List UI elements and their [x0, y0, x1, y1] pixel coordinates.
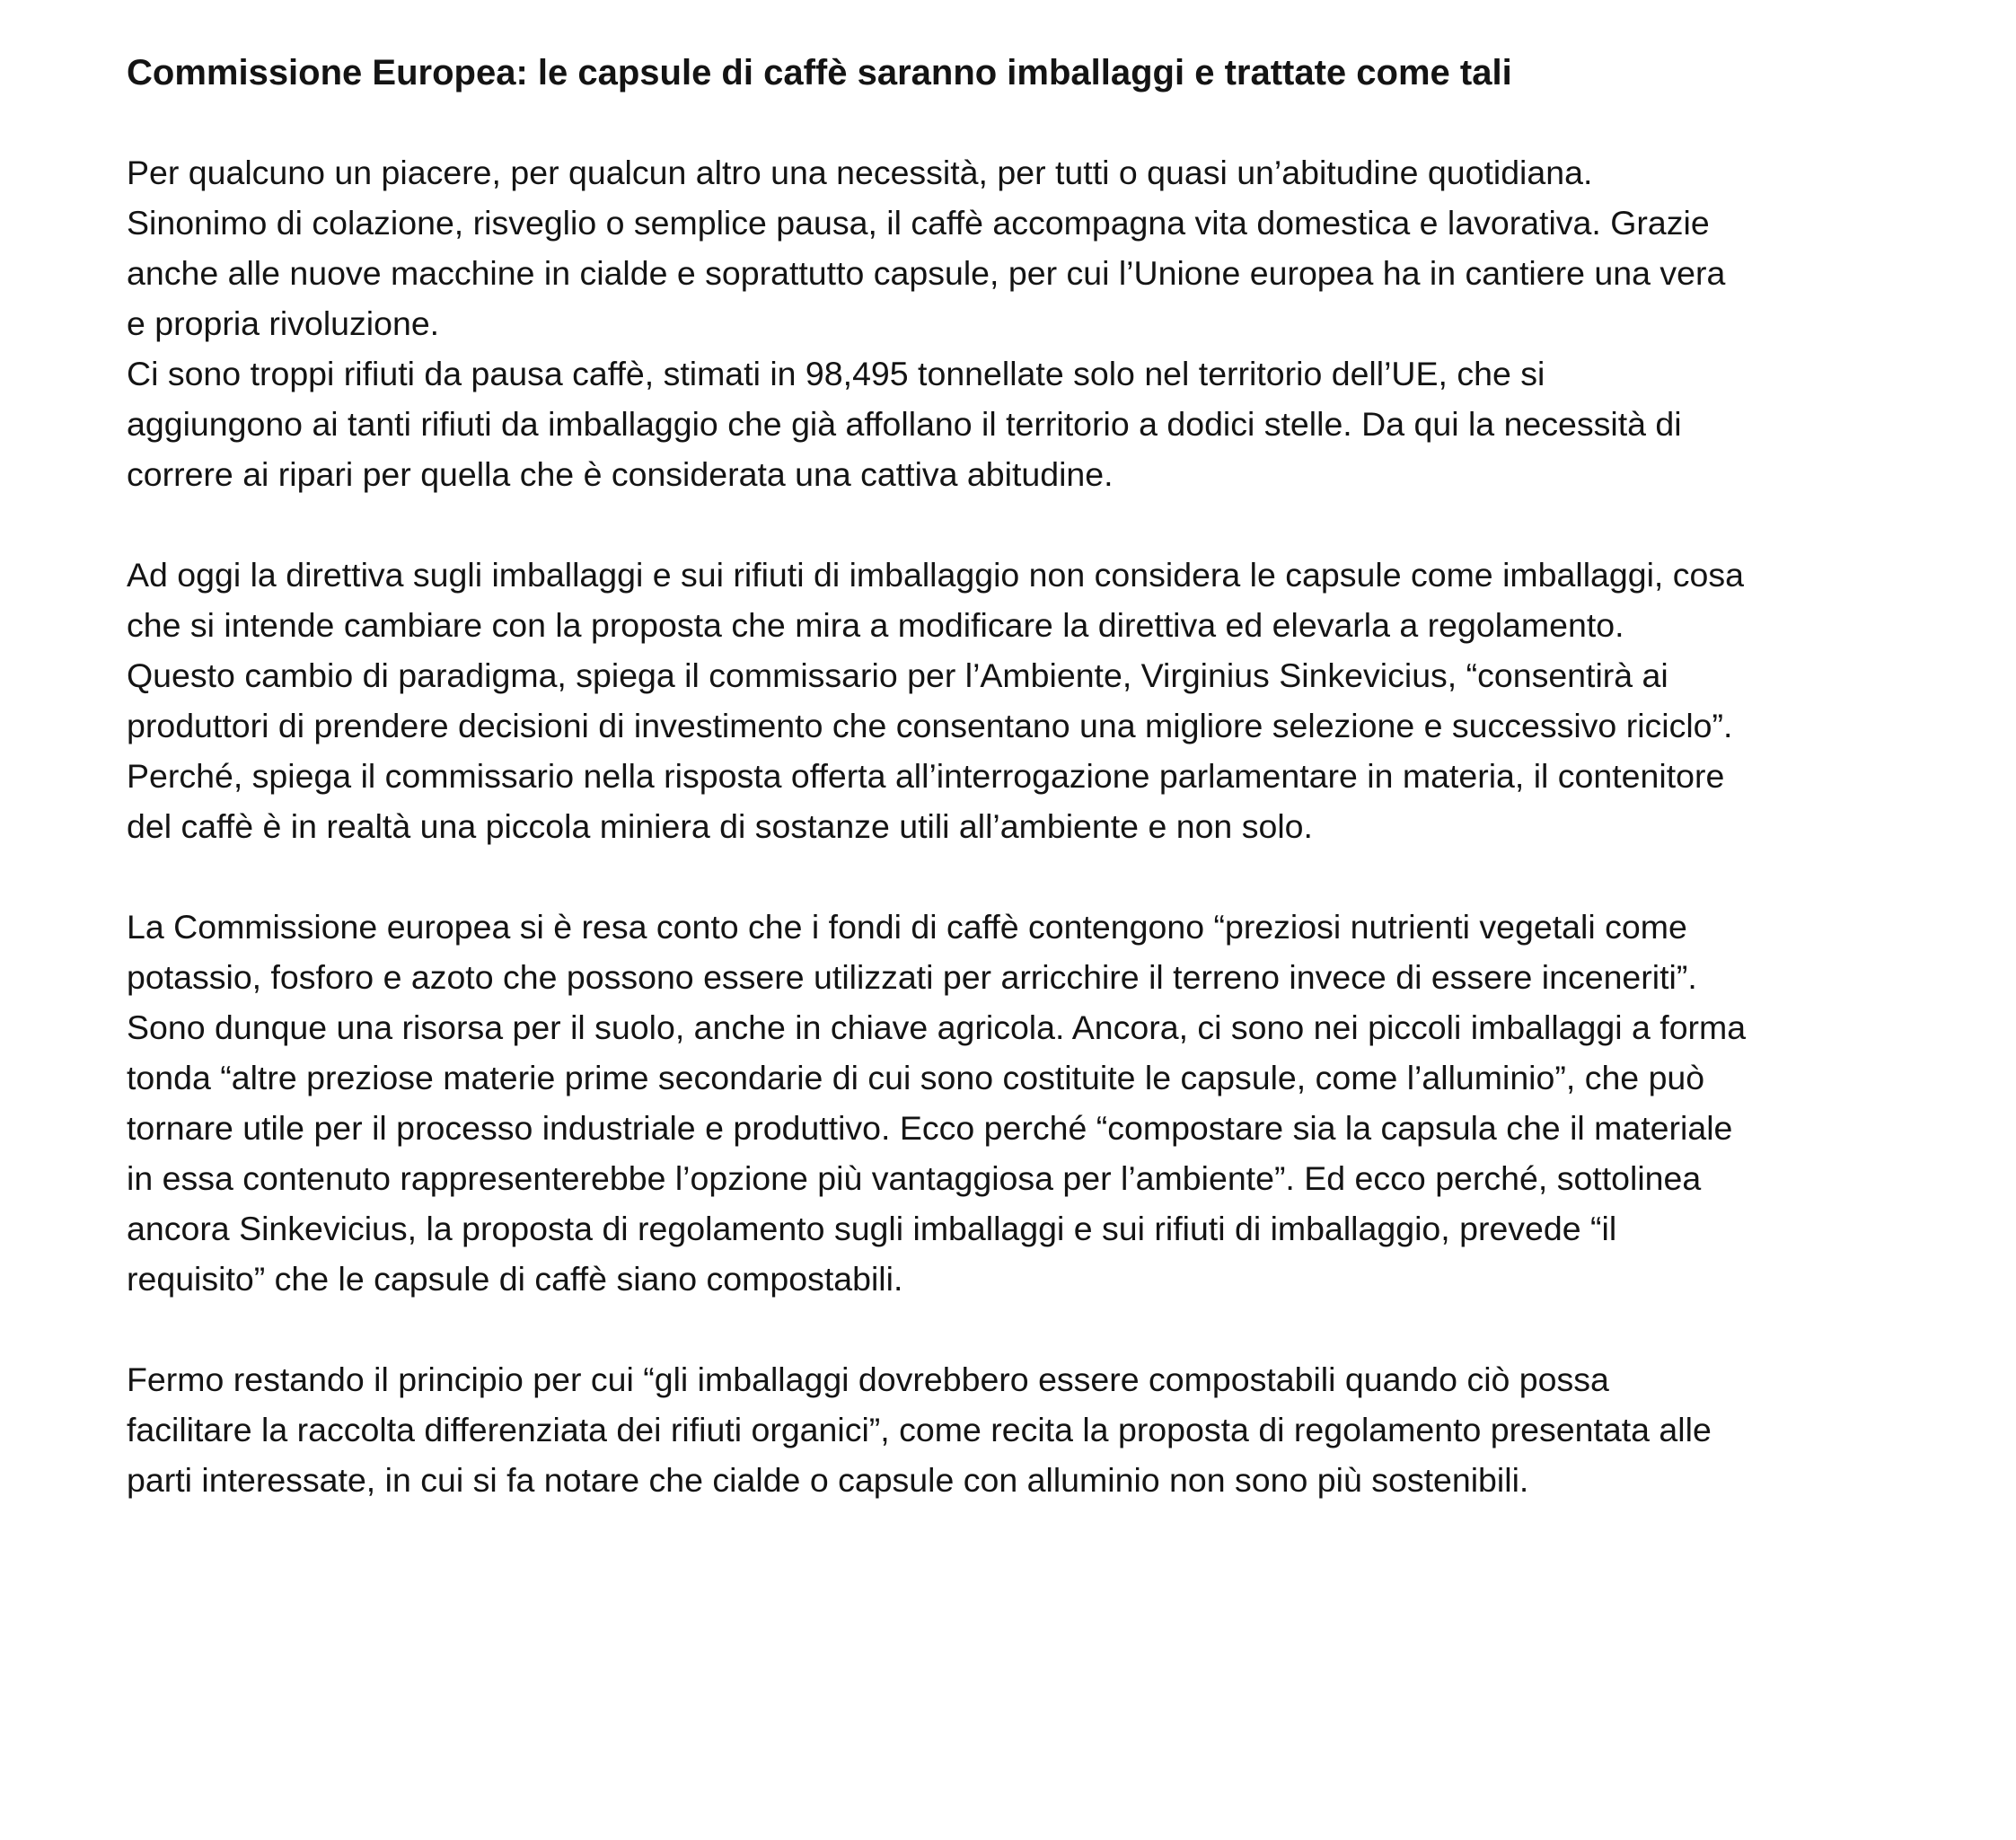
- text-line: potassio, fosforo e azoto che possono essere utilizzati per arricchire il terreno invece di essere inceneriti”.: [127, 958, 1697, 996]
- text-line: tornare utile per il processo industriale e produttivo. Ecco perché “compostare sia la capsula che il materiale: [127, 1109, 1733, 1147]
- text-line: che si intende cambiare con la proposta che mira a modificare la direttiva ed elevarla a regolamento.: [127, 606, 1624, 644]
- text-line: parti interessate, in cui si fa notare che cialde o capsule con alluminio non sono più sostenibili.: [127, 1461, 1529, 1499]
- text-line: Ci sono troppi rifiuti da pausa caffè, stimati in 98,495 tonnellate solo nel territorio dell’UE, che si: [127, 355, 1545, 392]
- text-line: Perché, spiega il commissario nella risposta offerta all’interrogazione parlamentare in materia, il contenitore: [127, 757, 1725, 795]
- text-line: anche alle nuove macchine in cialde e soprattutto capsule, per cui l’Unione europea ha in cantiere una vera: [127, 254, 1726, 292]
- text-line: aggiungono ai tanti rifiuti da imballaggio che già affollano il territorio a dodici stelle. Da qui la necessità di: [127, 405, 1682, 443]
- text-line: facilitare la raccolta differenziata dei rifiuti organici”, come recita la proposta di regolamento presentata alle: [127, 1411, 1712, 1448]
- text-line: requisito” che le capsule di caffè siano compostabili.: [127, 1260, 903, 1298]
- text-line: correre ai ripari per quella che è considerata una cattiva abitudine.: [127, 455, 1114, 493]
- paragraph-2: [127, 550, 1941, 851]
- text-line: Sinonimo di colazione, risveglio o semplice pausa, il caffè accompagna vita domestica e lavorativa. Grazie: [127, 204, 1710, 242]
- text-line: e propria rivoluzione.: [127, 304, 440, 342]
- text-line: del caffè è in realtà una piccola miniera di sostanze utili all’ambiente e non solo.: [127, 807, 1313, 845]
- paragraph-1: [127, 147, 1941, 499]
- text-line: Per qualcuno un piacere, per qualcun altro una necessità, per tutti o quasi un’abitudine quotidiana.: [127, 154, 1593, 191]
- text-line: Sono dunque una risorsa per il suolo, anche in chiave agricola. Ancora, ci sono nei piccoli imballaggi a forma: [127, 1008, 1747, 1046]
- text-line: produttori di prendere decisioni di investimento che consentano una migliore selezione e successivo riciclo”.: [127, 707, 1733, 744]
- paragraph-3: [127, 902, 1941, 1304]
- text-line: tonda “altre preziose materie prime secondarie di cui sono costituite le capsule, come l’alluminio”, che può: [127, 1059, 1705, 1096]
- text-line: La Commissione europea si è resa conto che i fondi di caffè contengono “preziosi nutrienti vegetali come: [127, 908, 1687, 946]
- text-line: Ad oggi la direttiva sugli imballaggi e sui rifiuti di imballaggio non considera le capsule come imballaggi, cosa: [127, 556, 1744, 594]
- paragraph-4: [127, 1354, 1941, 1505]
- text-line: Fermo restando il principio per cui “gli imballaggi dovrebbero essere compostabili quando ciò possa: [127, 1360, 1609, 1398]
- document-body: [127, 47, 1941, 1555]
- text-line: Questo cambio di paradigma, spiega il commissario per l’Ambiente, Virginius Sinkevicius, “consentirà ai: [127, 656, 1668, 694]
- document-title: Commissione Europea: le capsule di caffè saranno imballaggi e trattate come tali: [127, 53, 1512, 92]
- text-line: in essa contenuto rappresenterebbe l’opzione più vantaggiosa per l’ambiente”. Ed ecco perché, sottolinea: [127, 1159, 1702, 1197]
- text-line: ancora Sinkevicius, la proposta di regolamento sugli imballaggi e sui rifiuti di imballaggio, prevede “il: [127, 1210, 1617, 1247]
